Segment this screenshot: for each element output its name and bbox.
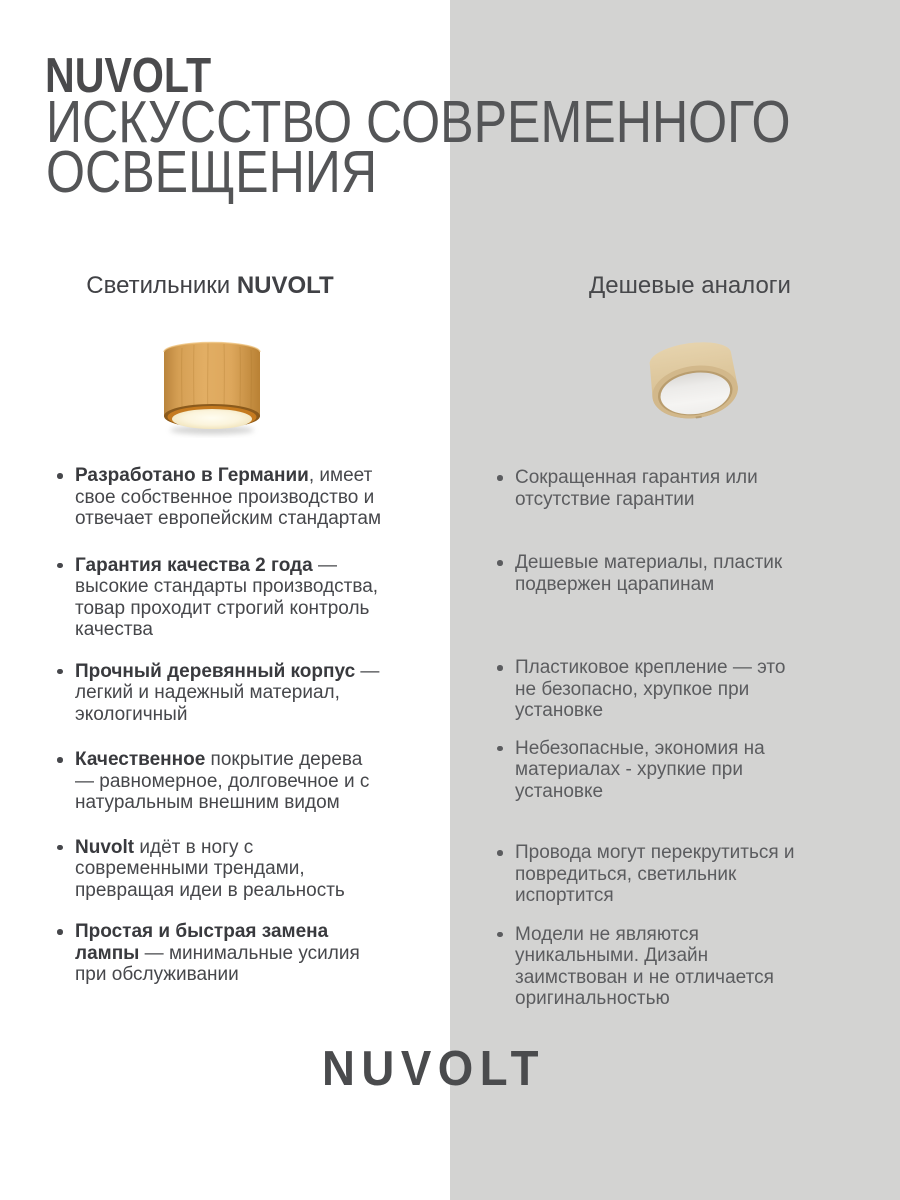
page-subtitle	[46, 89, 791, 205]
nuvolt-lamp-image	[158, 340, 266, 438]
list-item	[52, 921, 382, 986]
subtitle-line-2: ОСВЕЩЕНИЯ	[46, 139, 378, 205]
list-item	[492, 467, 802, 510]
list-item	[492, 657, 802, 722]
bullet-text-rest: — легкий и надежный материал, экологичный	[75, 660, 380, 725]
subtitle-line-1: ИСКУССТВО СОВРЕМЕННОГО	[46, 89, 791, 155]
bullet-text: Пластиковое крепление — это не безопасно, хрупкое при установке	[515, 657, 786, 721]
list-item	[492, 552, 802, 595]
bullet-text: Провода могут перекрутиться и повредиться, светильник испортится	[515, 842, 795, 906]
analog-drawbacks-list	[492, 467, 802, 1010]
right-column-title: Дешевые аналоги	[589, 272, 791, 299]
bullet-dot-icon	[497, 475, 503, 481]
bullet-dot-icon	[57, 845, 63, 851]
list-item	[52, 465, 382, 530]
bullet-text	[75, 465, 381, 529]
bullet-dot-icon	[497, 665, 503, 671]
bullet-text	[75, 837, 345, 901]
left-column-title	[0, 271, 420, 301]
list-item	[52, 661, 382, 726]
bullet-dot-icon	[57, 757, 63, 763]
footer-brand-logo: NUVOLT	[322, 1042, 546, 1096]
bullet-text: Небезопасные, экономия на материалах - хрупкие при установке	[515, 737, 765, 802]
list-item	[52, 749, 382, 814]
bullet-text-rest: — высокие стандарты производства, товар проходит строгий контроль качества	[75, 554, 379, 640]
list-item	[52, 555, 382, 641]
bullet-dot-icon	[497, 932, 503, 938]
bullet-dot-icon	[57, 929, 63, 935]
bullet-text: Модели не являются уникальными. Дизайн заимствован и не отличается оригинальностью	[515, 923, 774, 1009]
bullet-text: Дешевые материалы, пластик подвержен царапинам	[515, 552, 783, 595]
bullet-text-bold: Разработано в Германии	[75, 465, 309, 486]
list-item	[492, 924, 802, 1010]
bullet-text	[75, 921, 360, 985]
bullet-text	[75, 749, 369, 813]
bullet-text-bold: Качественное	[75, 749, 206, 770]
bullet-text-bold: Прочный деревянный корпус	[75, 660, 356, 682]
nuvolt-benefits-list	[52, 465, 382, 986]
bullet-text-bold: Простая и быстрая замена лампы	[75, 921, 329, 964]
bullet-text-rest: покрытие дерева — равномерное, долговечное и с натуральным внешним видом	[75, 749, 370, 813]
bullet-text-rest: — минимальные усилия при обслуживании	[75, 942, 360, 985]
left-column-title-bold: NUVOLT	[236, 272, 334, 299]
bullet-text-rest: , имеет свое собственное производство и отвечает европейским стандартам	[75, 465, 382, 529]
bullet-dot-icon	[57, 669, 63, 675]
bullet-dot-icon	[57, 563, 63, 569]
bullet-text: Сокращенная гарантия или отсутствие гарантии	[515, 467, 758, 510]
bullet-text-bold: Гарантия качества 2 года	[75, 554, 313, 576]
bullet-text	[75, 661, 379, 725]
bullet-text	[75, 555, 378, 641]
bullet-text-bold: Nuvolt	[75, 836, 135, 858]
analog-lamp-image	[642, 334, 746, 434]
bullet-dot-icon	[497, 850, 503, 856]
list-item	[52, 837, 382, 902]
list-item	[492, 738, 802, 803]
bullet-dot-icon	[497, 746, 503, 752]
brand-heading: NUVOLT	[45, 49, 212, 103]
left-column-title-regular: Светильники	[86, 272, 231, 299]
list-item	[492, 842, 802, 907]
bullet-dot-icon	[57, 473, 63, 479]
bullet-text-rest: идёт в ногу с современными трендами, превращая идеи в реальность	[75, 836, 345, 901]
bullet-dot-icon	[497, 560, 503, 566]
